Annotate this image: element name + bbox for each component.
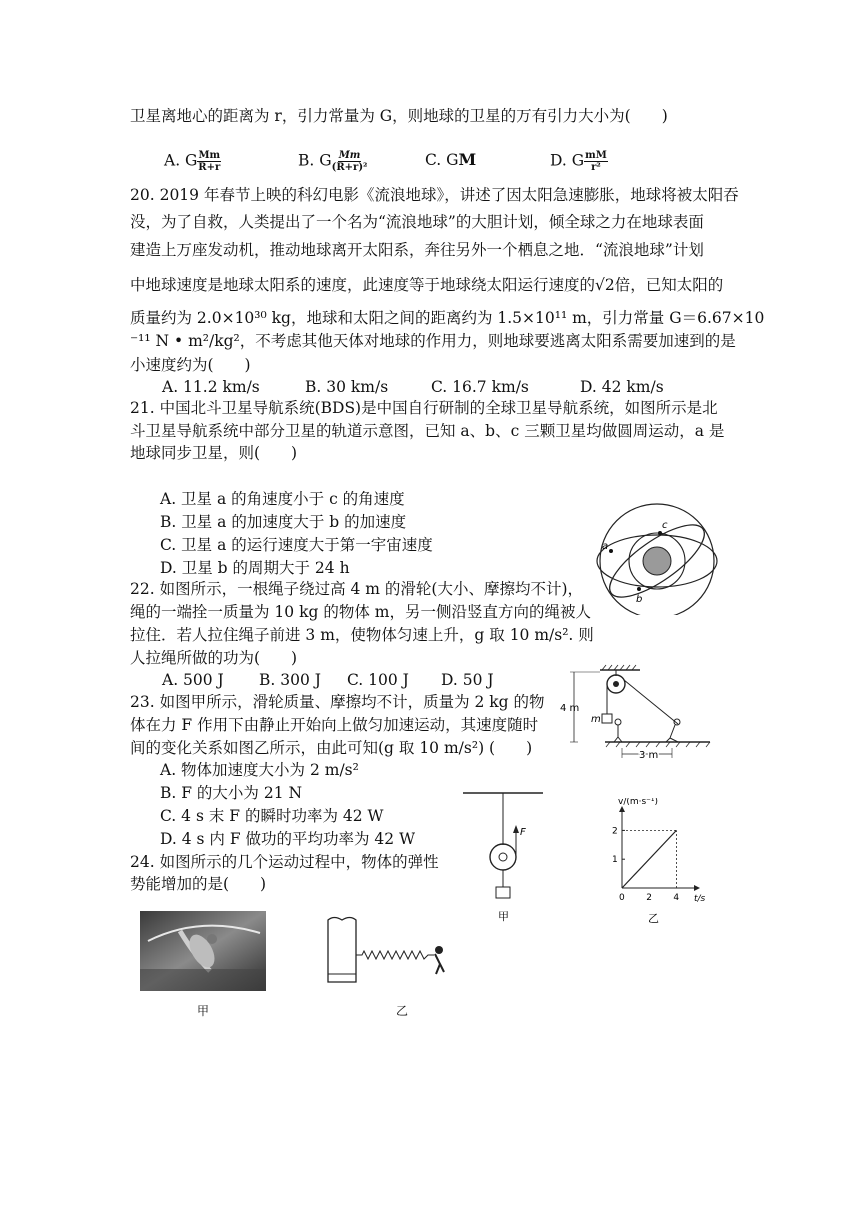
q20-option-d[interactable]: D. 42 km/s: [580, 378, 664, 396]
q19-option-d[interactable]: D. G $\frac{mM}{\text{r²}}$: [550, 150, 607, 173]
y-tick-label: 2: [612, 826, 618, 837]
y-tick-label: 1: [612, 855, 618, 866]
q22-pulley-diagram: [560, 662, 715, 762]
person-start: [615, 719, 621, 725]
q21-option-b[interactable]: B. 卫星 a 的加速度大于 b 的加速度: [160, 513, 407, 531]
q23-option-b[interactable]: B. F 的大小为 21 N: [160, 784, 303, 802]
q24-pole-vault-photo: [140, 911, 266, 991]
q21-option-d[interactable]: D. 卫星 b 的周期大于 24 h: [160, 559, 350, 577]
q21-line: 地球同步卫星，则( ): [130, 444, 298, 462]
q20-line: ⁻¹¹ N • m²/kg²，不考虑其他天体对地球的作用力，则地球要逃离太阳系需要加速到的是: [130, 332, 736, 350]
satellite-c: [658, 531, 662, 535]
fig-yi-label: 乙: [648, 912, 659, 925]
q20-line: 20. 2019 年春节上映的科幻电影《流浪地球》，讲述了因太阳急速膨胀，地球将被太阳吞: [130, 186, 739, 204]
x-tick-label: 2: [646, 893, 652, 903]
q20-option-a[interactable]: A. 11.2 km/s: [162, 378, 260, 396]
satellite-a: [609, 549, 613, 553]
q24-spring-figure: [320, 912, 450, 992]
q20-line: 没，为了自救，人类提出了一个名为“流浪地球”的大胆计划，倾全球之力在地球表面: [130, 213, 704, 231]
force-label: F: [520, 827, 526, 838]
satellite-b: [637, 587, 641, 591]
q22-option-c[interactable]: C. 100 J: [347, 671, 409, 689]
q19-option-c[interactable]: C. GM: [425, 150, 477, 169]
label-b: b: [636, 594, 643, 605]
q24-line: 势能增加的是( ): [130, 875, 267, 893]
q23-option-c[interactable]: C. 4 s 末 F 的瞬时功率为 42 W: [160, 807, 384, 825]
q20-option-b[interactable]: B. 30 km/s: [305, 378, 389, 396]
q20-line: 建造上万座发动机，推动地球离开太阳系，奔往另外一个栖息之地．“流浪地球”计划: [130, 241, 704, 259]
height-label: 4 m: [560, 703, 580, 714]
y-axis-label: v/(m·s⁻¹): [618, 798, 659, 807]
q19-option-b[interactable]: B. G $\frac{Mm}{\text{(R+r)²}}$: [298, 150, 368, 173]
q22-line: 绳的一端拴一质量为 10 kg 的物体 m，另一侧沿竖直方向的绳被人: [130, 603, 591, 621]
distance-label: 3 m: [639, 750, 659, 761]
label-a: a: [602, 541, 609, 552]
q24-line: 24. 如图所示的几个运动过程中，物体的弹性: [130, 853, 439, 871]
q23-pulley-figure: [458, 785, 548, 925]
x-tick-label: 4: [673, 893, 680, 903]
label-c: c: [662, 520, 668, 531]
q23-option-d[interactable]: D. 4 s 内 F 做功的平均功率为 42 W: [160, 830, 416, 848]
q21-line: 21. 中国北斗卫星导航系统(BDS)是中国自行研制的全球卫星导航系统，如图所示是北: [130, 399, 718, 417]
q22-line: 22. 如图所示，一根绳子绕过高 4 m 的滑轮(大小、摩擦均不计)，: [130, 580, 584, 598]
mass-block: [602, 714, 612, 723]
q23-line: 体在力 F 作用下由静止开始向上做匀加速运动，其速度随时: [130, 716, 539, 734]
x-axis-arrow: [694, 885, 700, 891]
x-tick-label: 0: [619, 893, 625, 903]
object-block: [496, 887, 510, 898]
mass-label: m: [591, 714, 601, 725]
earth: [643, 547, 671, 575]
q21-option-a[interactable]: A. 卫星 a 的角速度小于 c 的角速度: [160, 490, 405, 508]
q22-option-a[interactable]: A. 500 J: [162, 671, 224, 689]
q22-option-b[interactable]: B. 300 J: [259, 671, 321, 689]
force-arrow: [513, 825, 519, 833]
wall-block: [328, 918, 356, 983]
q20-line: 质量约为 2.0×10³⁰ kg，地球和太阳之间的距离约为 1.5×10¹¹ m，引力常量 G＝6.67×10: [130, 309, 765, 327]
q23-line: 23. 如图甲所示，滑轮质量、摩擦均不计，质量为 2 kg 的物: [130, 693, 545, 711]
q19-stem-tail: 卫星离地心的距离为 r，引力常量为 G，则地球的卫星的万有引力大小为( ): [130, 107, 668, 125]
series-line: [622, 830, 676, 888]
q20-option-c[interactable]: C. 16.7 km/s: [431, 378, 529, 396]
q23-option-a[interactable]: A. 物体加速度大小为 2 m/s²: [160, 761, 359, 779]
q21-orbit-diagram: [592, 495, 722, 615]
q22-option-d[interactable]: D. 50 J: [441, 671, 494, 689]
q20-line: 小速度约为( ): [130, 356, 251, 374]
movable-pulley: [490, 844, 516, 870]
q21-option-c[interactable]: C. 卫星 a 的运行速度大于第一宇宙速度: [160, 536, 433, 554]
x-axis-label: t/s: [694, 894, 706, 904]
q23-line: 间的变化关系如图乙所示，由此可知(g 取 10 m/s²) ( ): [130, 739, 533, 757]
fig-jia-label: 甲: [498, 910, 509, 923]
q21-line: 斗卫星导航系统中部分卫星的轨道示意图，已知 a、b、c 三颗卫星均做圆周运动，a 是: [130, 422, 725, 440]
q23-vt-chart: [600, 798, 710, 926]
q24-fig-yi-label: 乙: [396, 1004, 409, 1018]
spring-coil: [356, 951, 434, 959]
q24-fig-jia-label: 甲: [197, 1004, 210, 1018]
q22-line: 人拉绳所做的功为( ): [130, 649, 298, 667]
q19-option-a[interactable]: A. G $\frac{Mm}{R+r}$: [164, 150, 221, 173]
rope-slanted: [624, 680, 678, 724]
q20-line: 中地球速度是地球太阳系的速度，此速度等于地球绕太阳运行速度的√2倍，已知太阳的: [130, 276, 724, 294]
q22-line: 拉住．若人拉住绳子前进 3 m，使物体匀速上升，g 取 10 m/s². 则: [130, 626, 594, 644]
